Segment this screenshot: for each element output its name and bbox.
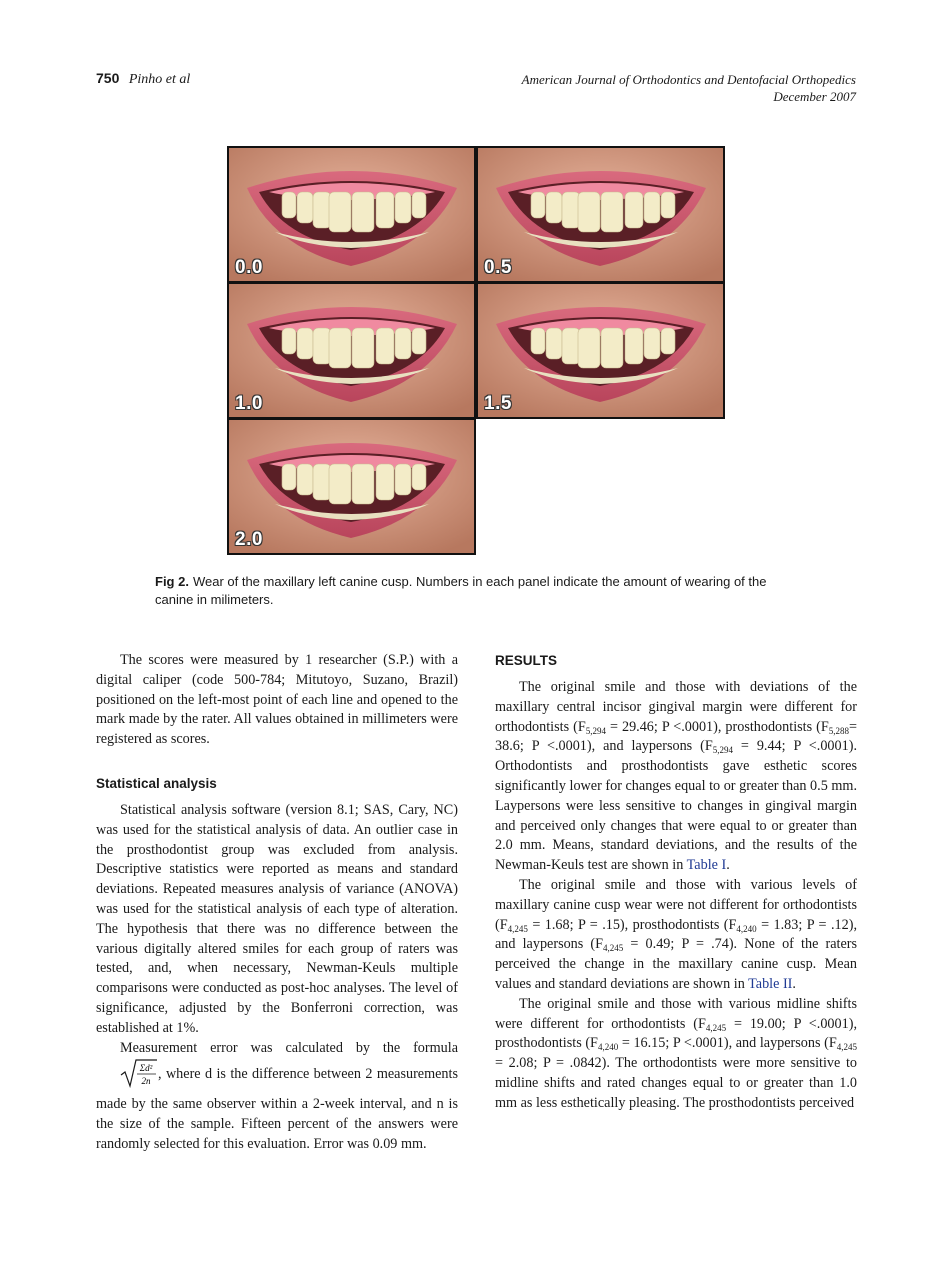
tooth <box>395 464 411 495</box>
tooth <box>282 328 296 354</box>
tooth <box>376 328 394 364</box>
tooth <box>546 328 562 359</box>
figure-caption-label: Fig 2. <box>155 574 189 589</box>
paragraph: The original smile and those with various midline shifts were different for orthodontists ($F_{4,245} = 19.00$; P <.0001), prosthodontists ($F_{4,240} = 16.15$; P <.0001), and laypersons ($F_{4,245} = 2.08$; P = .0842). The orthodontists were more sensitive to midline shifts and rated changes equal to or greater than 1.0 mm as less esthetically pleasing. The prosthodontists perceived <box>495 995 858 1111</box>
tooth <box>313 328 331 364</box>
smile-image <box>229 420 474 553</box>
tooth <box>352 328 374 368</box>
tooth <box>625 192 643 228</box>
tooth <box>282 192 296 218</box>
tooth <box>601 192 623 232</box>
tooth <box>352 464 374 504</box>
paragraph: The original smile and those with deviations of the maxillary central incisor gingival margin were different for orthodontists ($F_{5,294} = 29.46$; P <.0001), prosthodontists ($F_{5,288}= 38.6$; P <.0001), and laypersons ($F_{5,294} = 9.44$; P <.0001). Orthodontists and prosthodontists gave esthetic scores significantly lower for changes equal to or greater than 0.5 mm. Laypersons were less sensitive to changes in gingival margin and perceived only changes that were equal to or greater than 2.0 mm. Means, standard deviations, and the results of the Newman-Keuls test are shown in Table I. <box>495 679 857 874</box>
smile-image <box>229 284 474 417</box>
figure-caption <box>155 573 805 609</box>
tooth <box>297 192 313 223</box>
section-heading: RESULTS <box>495 653 558 668</box>
formula-denominator: 2n <box>141 1076 151 1087</box>
error-formula <box>96 1058 158 1095</box>
tooth <box>313 192 331 228</box>
smile-panel <box>476 282 725 419</box>
paragraph: Statistical analysis software (version 8.1; SAS, Cary, NC) was used for the statistical analysis of data. An outlier case in the prosthodontist group was excluded from analysis. Descriptive statistics were reported as means and standard deviations. Repeated measures analysis of variance (ANOVA) was used for the statistical analysis of each type of alteration. The hypothesis that there was no difference between the various digitally altered smiles for each group of raters was tested, and, when necessary, Newman-Keuls multiple comparisons were conducted as post-hoc analyses. The level of significance, adjusted by the Bonferroni correction, was established at 1%. <box>96 801 458 1036</box>
tooth <box>661 328 675 354</box>
figure-panel-grid <box>227 146 725 555</box>
paragraph: The scores were measured by 1 researcher (S.P.) with a digital caliper (code 500-784; Mitutoyo, Suzano, Brazil) positioned on the left-most point of each line and opened to the mark made by the rater. All values obtained in millimeters were registered as scores. <box>96 652 458 748</box>
journal-title: American Journal of Orthodontics and Dentofacial Orthopedics <box>521 72 856 87</box>
tooth <box>329 328 351 368</box>
smile-panel <box>227 282 476 419</box>
tooth <box>546 192 562 223</box>
section-heading: Statistical analysis <box>96 775 217 791</box>
paragraph: The original smile and those with various levels of maxillary canine cusp wear were not different for orthodontists ($F_{4,245} = 1.68$; P = .15), prosthodontists ($F_{4,240} = 1.83$; P = .12), and laypersons ($F_{4,245} = 0.49$; P = .74). None of the raters perceived the change in the maxillary canine cusp. Mean values and standard deviations are shown in Table II. <box>495 876 858 992</box>
panel-label: 0.5 <box>484 257 512 278</box>
formula-numerator: Σd² <box>139 1063 153 1074</box>
left-column <box>96 651 458 1155</box>
table-link[interactable]: Table I <box>686 857 727 874</box>
smile-image <box>478 284 723 417</box>
panel-label: 0.0 <box>235 257 263 278</box>
running-authors: Pinho et al <box>128 72 191 87</box>
issue-date: December 2007 <box>773 89 856 104</box>
tooth <box>661 192 675 218</box>
smile-panel <box>227 146 476 283</box>
tooth <box>412 464 426 490</box>
tooth <box>625 328 643 364</box>
tooth <box>297 464 313 495</box>
tooth <box>644 192 660 223</box>
tooth <box>578 328 600 368</box>
tooth <box>601 328 623 368</box>
tooth <box>329 464 351 504</box>
tooth <box>329 192 351 232</box>
panel-label: 1.0 <box>235 393 263 414</box>
tooth <box>562 192 580 228</box>
right-column <box>495 651 857 1114</box>
smile-image <box>229 148 474 281</box>
tooth <box>531 192 545 218</box>
tooth <box>376 464 394 500</box>
tooth <box>297 328 313 359</box>
tooth <box>531 328 545 354</box>
panel-label: 2.0 <box>235 529 263 550</box>
tooth <box>562 328 580 364</box>
tooth <box>578 192 600 232</box>
smile-panel <box>227 418 476 555</box>
page-number: 750 <box>96 70 120 86</box>
figure-caption-text: Wear of the maxillary left canine cusp. Numbers in each panel indicate the amount of wearing of the canine in milimeters. <box>155 574 767 607</box>
tooth <box>395 192 411 223</box>
tooth <box>395 328 411 359</box>
tooth <box>376 192 394 228</box>
tooth <box>352 192 374 232</box>
tooth <box>282 464 296 490</box>
smile-image <box>478 148 723 281</box>
running-header-left <box>96 70 190 88</box>
running-header-right <box>522 71 856 105</box>
tooth <box>412 192 426 218</box>
table-link[interactable]: Table II <box>748 975 793 992</box>
tooth <box>644 328 660 359</box>
tooth <box>313 464 331 500</box>
tooth <box>412 328 426 354</box>
paragraph: Measurement error was calculated by the formula Σd² 2n , where d is the difference between 2 measurements made by the same observer within a 2-week interval, and n is the size of the sample. Fifteen percent of the answers were randomly selected for this evaluation. Error was 0.09 mm. <box>96 1039 458 1152</box>
smile-panel <box>476 146 725 283</box>
panel-label: 1.5 <box>484 393 512 414</box>
